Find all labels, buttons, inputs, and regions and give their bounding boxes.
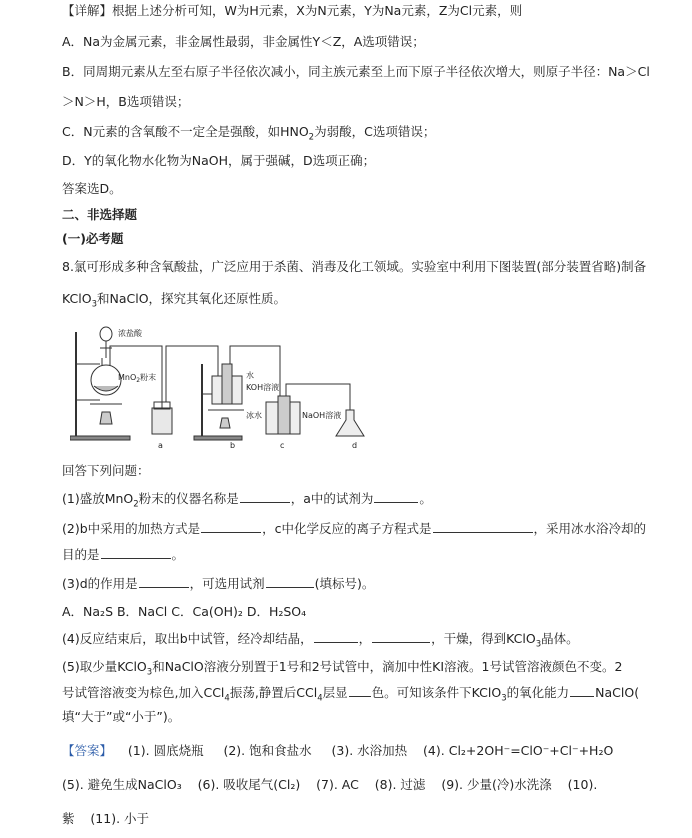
- analysis-option-a: A．Na为金属元素，非金属性最弱，非金属性Y＜Z，A选项错误；: [62, 34, 425, 49]
- q8-part-3: (3)d的作用是 ，可选用试剂 (填标号)。: [62, 576, 375, 591]
- analysis-tag: 【详解】: [62, 3, 113, 18]
- answer-blank[interactable]: [372, 630, 430, 643]
- answer-line-2: (5). 避免生成NaClO₃ (6). 吸收尾气(Cl₂) (7). AC (8). 过滤 (9). 少量(冷)水洗涤 (10).: [62, 777, 598, 792]
- label-koh: KOH溶液: [246, 383, 280, 392]
- q8-part-2-line-2: 目的是 。: [62, 547, 185, 562]
- q8-part-5-line-1: (5)取少量KClO$_3$和NaClO溶液分别置于1号和2号试管中，滴加中性KI溶液。1号试管溶液颜色不变。2: [62, 659, 623, 678]
- answer-blank[interactable]: [349, 684, 371, 697]
- answer-line-1: 【答案】 (1). 圆底烧瓶 (2). 饱和食盐水 (3). 水浴加热 (4). Cl₂+2OH⁻=ClO⁻+Cl⁻+H₂O: [62, 743, 614, 758]
- label-naoh: NaOH溶液: [302, 411, 342, 420]
- section-subtitle: (一)必考题: [62, 231, 124, 246]
- section-title: 二、非选择题: [62, 207, 138, 222]
- answer-blank[interactable]: [139, 575, 189, 588]
- q8-part-5-line-3: 填“大于”或“小于”)。: [62, 709, 181, 724]
- analysis-option-b-2: ＞N＞H，B选项错误；: [62, 94, 190, 109]
- answer-blank[interactable]: [570, 684, 594, 697]
- label-a: a: [158, 441, 163, 450]
- analysis-option-d: D．Y的氧化物水化物为NaOH，属于强碱，D选项正确；: [62, 153, 376, 168]
- answer-blank[interactable]: [314, 630, 358, 643]
- label-mno2: MnO$_2$粉末: [118, 373, 157, 384]
- answer-blank[interactable]: [240, 490, 290, 503]
- analysis-line-1: [62, 2, 522, 20]
- label-water: 水: [246, 371, 254, 380]
- answer-blank[interactable]: [101, 546, 171, 559]
- q8-part-1: (1)盛放MnO$_2$粉末的仪器名称是 ，a中的试剂为 。: [62, 491, 432, 510]
- q8-intro-2: KClO$_3$和NaClO，探究其氧化还原性质。: [62, 291, 287, 310]
- label-b: b: [230, 441, 236, 450]
- q8-part-5-line-2: 号试管溶液变为棕色,加入CCl$_4$振荡,静置后CCl$_4$层显 色。可知该条件下KClO$_3$的氧化能力 NaClO(: [62, 685, 640, 704]
- answer-blank[interactable]: [433, 520, 533, 533]
- label-ice: 冰水: [246, 411, 262, 420]
- answer-blank[interactable]: [374, 490, 418, 503]
- analysis-option-c: C．N元素的含氧酸不一定全是强酸，如$HNO_2$为弱酸，C选项错误；: [62, 124, 436, 143]
- q8-options: A．Na₂S B．NaCl C．Ca(OH)₂ D．H₂SO₄: [62, 604, 307, 619]
- analysis-option-b-1: B．同周期元素从左至右原子半径依次减小，同主族元素至上而下原子半径依次增大，则原子半径：Na＞Cl: [62, 64, 650, 79]
- analysis-intro: 根据上述分析可知，W为H元素，X为N元素，Y为Na元素，Z为Cl元素，则: [112, 3, 523, 18]
- q8-part-4: (4)反应结束后，取出b中试管，经冷却结晶， ， ，干燥，得到KClO$_3$晶体。: [62, 631, 579, 650]
- q8-intro-1: 8.氯可形成多种含氧酸盐，广泛应用于杀菌、消毒及化工领域。实验室中利用下图装置(部分装置省略)制备: [62, 259, 647, 274]
- answer-line-3: 紫 (11). 小于: [62, 811, 150, 826]
- answer-blank[interactable]: [201, 520, 261, 533]
- q8-prompt: 回答下列问题：: [62, 463, 150, 478]
- answer-blank[interactable]: [266, 575, 314, 588]
- label-c: c: [280, 441, 285, 450]
- label-d: d: [352, 441, 358, 450]
- q8-part-2-line-1: (2)b中采用的加热方式是 ，c中化学反应的离子方程式是 ，采用冰水浴冷却的: [62, 521, 647, 536]
- analysis-answer: 答案选D。: [62, 181, 122, 196]
- answer-tag: 【答案】: [62, 743, 113, 758]
- label-hcl: 浓盐酸: [118, 329, 142, 338]
- apparatus-figure: [70, 324, 380, 452]
